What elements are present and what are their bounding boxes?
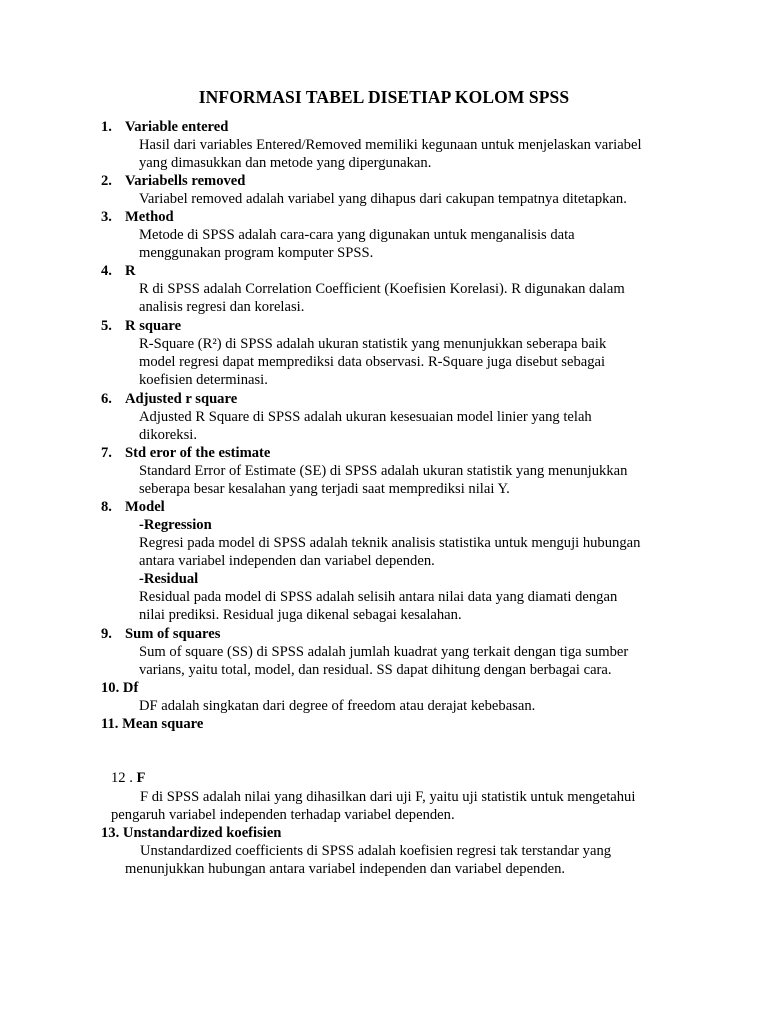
item-number: 1. [101, 119, 112, 135]
item-text-line: analisis regresi dan korelasi. [139, 299, 305, 315]
item-text-line: R di SPSS adalah Correlation Coefficient (Koefisien Korelasi). R digunakan dalam [139, 281, 625, 297]
item-text-line: Standard Error of Estimate (SE) di SPSS adalah ukuran statistik yang menunjukkan [139, 463, 628, 479]
item-number: 5. [101, 318, 112, 334]
item-heading: Sum of squares [125, 626, 221, 642]
item-number: 8. [101, 499, 112, 515]
item-number: 11. [101, 716, 119, 732]
item-text-line: model regresi dapat memprediksi data observasi. R-Square juga disebut sebagai [139, 354, 606, 370]
item-text-line: Adjusted R Square di SPSS adalah ukuran kesesuaian model linier yang telah [139, 409, 592, 425]
item-heading: R square [125, 318, 182, 334]
item-text-line: koefisien determinasi. [139, 372, 268, 388]
item-heading: Unstandardized koefisien [122, 825, 282, 841]
item-number: 7. [101, 445, 112, 461]
item-text-line: Hasil dari variables Entered/Removed memiliki kegunaan untuk menjelaskan variabel [139, 137, 642, 153]
item-text-line: menunjukkan hubungan antara variabel independen dan variabel dependen. [125, 861, 566, 877]
item-heading: Mean square [122, 716, 204, 732]
list-item [111, 769, 145, 787]
item-text-line: varians, yaitu total, model, dan residual. SS dapat dihitung dengan berbagai cara. [139, 662, 612, 678]
item-number: 10. [101, 680, 120, 696]
item-heading: Std eror of the estimate [125, 445, 271, 461]
item-text-line: Metode di SPSS adalah cara-cara yang digunakan untuk menganalisis data [139, 227, 575, 243]
item-heading: Adjusted r square [125, 391, 238, 407]
list-item [101, 715, 203, 733]
subheading-residual: -Residual [139, 571, 199, 587]
item-text-line: Sum of square (SS) di SPSS adalah jumlah kuadrat yang terkait dengan tiga sumber [139, 644, 629, 660]
item-text-line: seberapa besar kesalahan yang terjadi saat memprediksi nilai Y. [139, 481, 510, 497]
item-text-line: F di SPSS adalah nilai yang dihasilkan dari uji F, yaitu uji statistik untuk mengetahui [140, 789, 636, 805]
item-heading: Variabells removed [125, 173, 246, 189]
item-heading: Variable entered [125, 119, 229, 135]
item-text-line: antara variabel independen dan variabel dependen. [139, 553, 435, 569]
item-heading: Model [125, 499, 165, 515]
item-number: 4. [101, 263, 112, 279]
item-text-line: yang dimasukkan dan metode yang dipergunakan. [139, 155, 432, 171]
item-number: 3. [101, 209, 112, 225]
item-heading: Method [125, 209, 174, 225]
item-text-line: nilai prediksi. Residual juga dikenal sebagai kesalahan. [139, 607, 462, 623]
item-heading: Df [122, 680, 139, 696]
item-text-line: R-Square (R²) di SPSS adalah ukuran statistik yang menunjukkan seberapa baik [139, 336, 607, 352]
item-number: 13. [101, 825, 120, 841]
item-text-line: Variabel removed adalah variabel yang dihapus dari cakupan tempatnya ditetapkan. [139, 191, 627, 207]
item-text-line: DF adalah singkatan dari degree of freedom atau derajat kebebasan. [139, 698, 536, 714]
item-text-line: dikoreksi. [139, 427, 197, 443]
document-title: INFORMASI TABEL DISETIAP KOLOM SPSS [198, 87, 570, 107]
item-text-line: pengaruh variabel independen terhadap variabel dependen. [111, 807, 455, 823]
item-number: 12 . [111, 770, 133, 786]
item-number: 2. [101, 173, 112, 189]
item-text-line: Regresi pada model di SPSS adalah teknik analisis statistika untuk menguji hubungan [139, 535, 641, 551]
item-text-line: Unstandardized coefficients di SPSS adalah koefisien regresi tak terstandar yang [140, 843, 612, 859]
item-number: 6. [101, 391, 112, 407]
list-item [101, 824, 281, 842]
item-heading: F [136, 770, 146, 786]
item-text-line: menggunakan program komputer SPSS. [139, 245, 374, 261]
item-number: 9. [101, 626, 112, 642]
list-item [101, 679, 138, 697]
item-text-line: Residual pada model di SPSS adalah selisih antara nilai data yang diamati dengan [139, 589, 618, 605]
subheading-regression: -Regression [139, 517, 212, 533]
item-heading: R [125, 263, 136, 279]
